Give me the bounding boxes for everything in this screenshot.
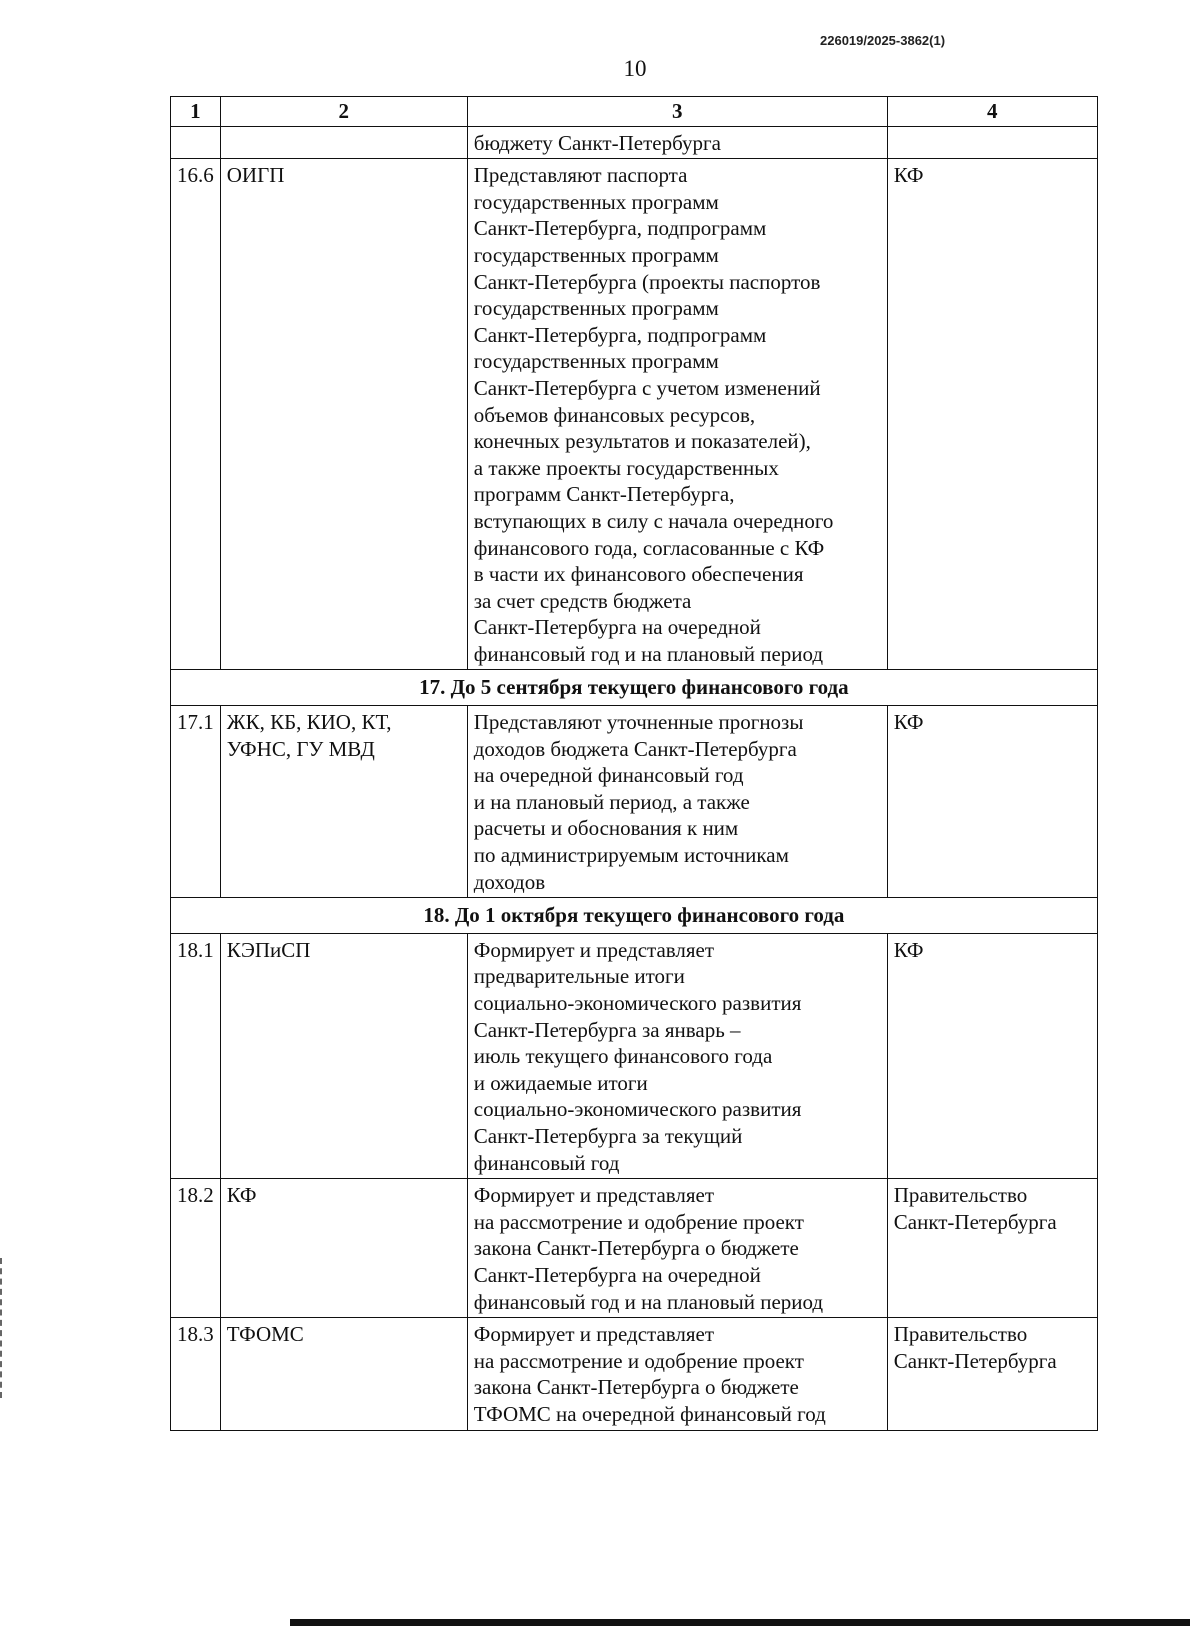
action-description-line: по администрируемым источникам xyxy=(473,843,789,868)
table-body xyxy=(171,126,1098,1430)
action-description xyxy=(467,126,887,159)
footer-rule xyxy=(290,1619,1190,1626)
action-description-line: предварительные итоги xyxy=(473,964,685,989)
action-description-line: Представляют уточненные прогнозы xyxy=(473,710,804,735)
action-description-line: вступающих в силу с начала очередного xyxy=(473,508,834,533)
action-description xyxy=(467,706,887,898)
action-description-line: социально-экономического развития xyxy=(473,1097,802,1122)
column-header-3: 3 xyxy=(467,97,887,127)
action-description-line: Формирует и представляет xyxy=(473,1322,715,1347)
action-description-line: финансовый год и на плановый период xyxy=(473,641,824,666)
action-description-line: государственных программ xyxy=(473,242,719,267)
section-heading-row xyxy=(171,670,1098,706)
action-description-line: государственных программ xyxy=(473,349,719,374)
action-description xyxy=(467,933,887,1178)
section-title: 18. До 1 октября текущего финансового года xyxy=(171,898,1098,934)
action-description-line: Санкт-Петербурга с учетом изменений xyxy=(473,375,821,400)
document-id: 226019/2025-3862(1) xyxy=(820,33,946,48)
action-description-line: и на плановый период, а также xyxy=(473,789,750,814)
action-description-line: доходов xyxy=(473,869,546,894)
action-description-line: в части их финансового обеспечения xyxy=(473,562,804,587)
action-description-line: Представляют паспорта xyxy=(473,163,688,188)
action-description xyxy=(467,1179,887,1318)
action-description-line: Санкт-Петербурга (проекты паспортов xyxy=(473,269,821,294)
column-header-2: 2 xyxy=(220,97,467,127)
table-row xyxy=(171,933,1098,1178)
table-header-row xyxy=(171,97,1098,127)
action-description-line: закона Санкт-Петербурга о бюджете xyxy=(473,1236,799,1261)
action-description-line: государственных программ xyxy=(473,189,719,214)
item-number: 16.6 xyxy=(171,159,221,670)
action-description-line: финансового года, согласованные с КФ xyxy=(473,535,825,560)
responsible-executor xyxy=(220,706,467,898)
recipient xyxy=(887,159,1097,670)
responsible-executor xyxy=(220,933,467,1178)
recipient xyxy=(887,1179,1097,1318)
action-description-line: Санкт-Петербурга за январь – xyxy=(473,1017,741,1042)
recipient-line: КФ xyxy=(893,163,924,188)
table-row xyxy=(171,706,1098,898)
action-description-line: за счет средств бюджета xyxy=(473,588,692,613)
action-description-line: и ожидаемые итоги xyxy=(473,1070,648,1095)
recipient-line: Правительство xyxy=(893,1322,1028,1347)
action-description-line: конечных результатов и показателей), xyxy=(473,429,811,454)
item-number: 17.1 xyxy=(171,706,221,898)
action-description-line: ТФОМС на очередной финансовый год xyxy=(473,1401,826,1426)
recipient-line: Правительство xyxy=(893,1183,1028,1208)
table-row xyxy=(171,126,1098,159)
action-description-line: закона Санкт-Петербурга о бюджете xyxy=(473,1375,799,1400)
item-number xyxy=(171,126,221,159)
column-header-4: 4 xyxy=(887,97,1097,127)
table-row xyxy=(171,159,1098,670)
action-description-line: социально-экономического развития xyxy=(473,991,802,1015)
responsible-executor-line: КФ xyxy=(226,1183,257,1208)
responsible-executor xyxy=(220,159,467,670)
action-description-line: на очередной финансовый год xyxy=(473,763,744,788)
item-number: 18.1 xyxy=(171,933,221,1178)
action-description-line: Санкт-Петербурга на очередной xyxy=(473,615,761,640)
action-description-line: финансовый год и на плановый период xyxy=(473,1289,824,1314)
action-description-line: государственных программ xyxy=(473,296,719,321)
responsible-executor-line: ОИГП xyxy=(226,163,285,188)
recipient xyxy=(887,933,1097,1178)
action-description-line: доходов бюджета Санкт-Петербурга xyxy=(473,736,797,761)
action-description-line: Санкт-Петербурга, подпрограмм xyxy=(473,216,767,241)
action-description xyxy=(467,1318,887,1430)
table-row xyxy=(171,1318,1098,1430)
table-row xyxy=(171,1179,1098,1318)
recipient xyxy=(887,126,1097,159)
action-description-line: июль текущего финансового года xyxy=(473,1044,773,1069)
recipient xyxy=(887,706,1097,898)
action-description-line: на рассмотрение и одобрение проект xyxy=(473,1209,804,1234)
responsible-executor-line: КЭПиСП xyxy=(226,937,311,962)
action-description-line: объемов финансовых ресурсов, xyxy=(473,402,756,427)
recipient xyxy=(887,1318,1097,1430)
action-description-line: на рассмотрение и одобрение проект xyxy=(473,1348,804,1373)
responsible-executor xyxy=(220,1179,467,1318)
recipient-line: Санкт-Петербурга xyxy=(893,1209,1057,1234)
item-number: 18.3 xyxy=(171,1318,221,1430)
section-heading-row xyxy=(171,898,1098,934)
responsible-executor-line: ТФОМС xyxy=(226,1322,304,1347)
item-number: 18.2 xyxy=(171,1179,221,1318)
page-number: 10 xyxy=(623,56,647,81)
responsible-executor-line: ЖК, КБ, КИО, КТ, xyxy=(226,710,392,735)
column-header-1: 1 xyxy=(171,97,221,127)
action-description-line: финансовый год xyxy=(473,1150,620,1175)
action-description-line: Санкт-Петербурга на очередной xyxy=(473,1262,761,1287)
recipient-line: Санкт-Петербурга xyxy=(893,1348,1057,1373)
action-description xyxy=(467,159,887,670)
recipient-line: КФ xyxy=(893,937,924,962)
action-description-line: Санкт-Петербурга за текущий xyxy=(473,1123,743,1148)
action-description-line: программ Санкт-Петербурга, xyxy=(473,482,735,507)
scan-edge-mark xyxy=(0,1258,5,1398)
responsible-executor-line: УФНС, ГУ МВД xyxy=(226,736,375,761)
responsible-executor xyxy=(220,126,467,159)
action-description-line: Санкт-Петербурга, подпрограмм xyxy=(473,322,767,347)
responsible-executor xyxy=(220,1318,467,1430)
section-title: 17. До 5 сентября текущего финансового года xyxy=(171,670,1098,706)
action-description-line: расчеты и обоснования к ним xyxy=(473,816,739,841)
action-description-line: Формирует и представляет xyxy=(473,1183,715,1208)
recipient-line: КФ xyxy=(893,710,924,735)
action-description-line: Формирует и представляет xyxy=(473,937,715,962)
action-description-line: а также проекты государственных xyxy=(473,455,779,480)
action-description-line: бюджету Санкт-Петербурга xyxy=(473,130,721,155)
schedule-table xyxy=(170,96,1098,1431)
